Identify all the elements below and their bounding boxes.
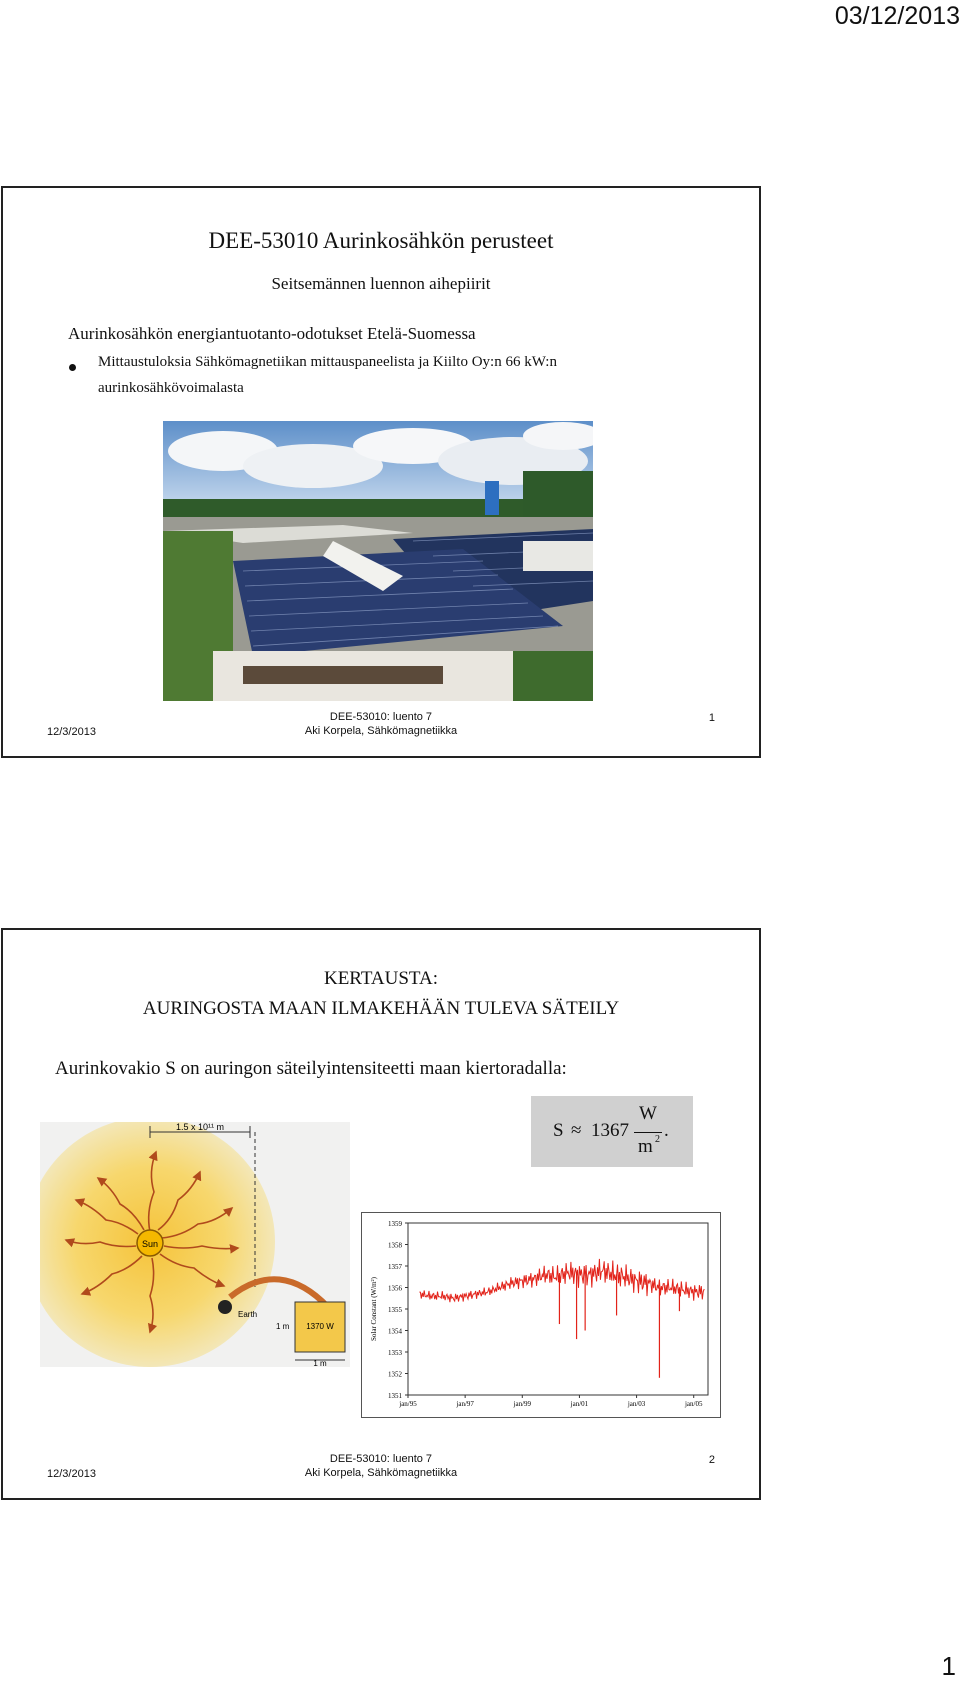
footer-center <box>3 710 759 738</box>
y-tick-label: 1355 <box>388 1306 402 1314</box>
eq-numerator: W <box>639 1103 657 1124</box>
footer-course: DEE-53010: luento 7 <box>329 711 433 723</box>
eq-lhs: S <box>553 1120 564 1141</box>
sun-earth-diagram <box>40 1122 350 1367</box>
sun-label: Sun <box>141 1239 159 1249</box>
footer-slide-number: 1 <box>708 712 715 724</box>
solar-plant-photo <box>163 421 593 701</box>
x-tick-label: jan/05 <box>684 1400 703 1408</box>
power-label: 1370 W <box>306 1322 334 1331</box>
x-tick-label: jan/95 <box>399 1400 417 1408</box>
bullet-text-1: Mittaustuloksia Sähkömagnetiikan mittauspaneelista ja Kiilto Oy:n 66 kW:n <box>98 354 557 370</box>
y-tick-label: 1356 <box>388 1284 402 1293</box>
distance-label: 1.5 x 10¹¹ m <box>175 1122 225 1132</box>
eq-denominator: m <box>638 1136 653 1157</box>
y-axis-label: Solar Constant (W/m²) <box>370 1277 378 1341</box>
slide-2 <box>1 928 761 1500</box>
page-number: 1 <box>941 1651 956 1681</box>
eq-value: 1367 <box>591 1120 629 1141</box>
footer-center <box>3 1452 759 1480</box>
equation-box <box>531 1096 693 1167</box>
footer-course: DEE-53010: luento 7 <box>329 1453 433 1465</box>
chart-svg <box>362 1213 720 1417</box>
y-tick-label: 1359 <box>388 1220 402 1228</box>
footer-date: 12/3/2013 <box>47 726 96 738</box>
x-tick-label: jan/97 <box>456 1400 474 1408</box>
x-tick-label: jan/01 <box>570 1400 589 1408</box>
slide-text: Aurinkovakio S on auringon säteilyintensiteetti maan kiertoradalla: <box>55 1058 567 1079</box>
slide-subtitle: Seitsemännen luennon aihepiirit <box>271 274 491 293</box>
series-line <box>419 1259 704 1302</box>
eq-exponent: 2 <box>655 1134 660 1145</box>
solar-constant-chart <box>361 1212 721 1418</box>
y-tick-label: 1358 <box>388 1241 402 1250</box>
x-tick-label: jan/99 <box>513 1400 532 1408</box>
y-tick-label: 1354 <box>388 1327 402 1336</box>
footer-date: 12/3/2013 <box>47 1468 96 1480</box>
bullet-icon <box>69 364 76 371</box>
bullet-text-2: aurinkosähkövoimalasta <box>98 380 244 396</box>
header-date: 03/12/2013 <box>834 2 960 30</box>
footer-slide-number: 2 <box>708 1454 715 1466</box>
plot-area <box>408 1223 708 1395</box>
slide-title-line2: AURINGOSTA MAAN ILMAKEHÄÄN TULEVA SÄTEILY <box>142 998 620 1019</box>
y-tick-label: 1352 <box>388 1370 402 1379</box>
slide-title: DEE-53010 Aurinkosähkön perusteet <box>208 228 554 253</box>
eq-fraction-bar <box>634 1132 662 1133</box>
slide-1 <box>1 186 761 758</box>
footer-author: Aki Korpela, Sähkömagnetiikka <box>304 1467 458 1479</box>
side-label: 1 m <box>276 1322 290 1331</box>
slide-heading: Aurinkosähkön energiantuotanto-odotukset Etelä-Suomessa <box>68 324 476 343</box>
footer-author: Aki Korpela, Sähkömagnetiikka <box>304 725 458 737</box>
earth-label: Earth <box>238 1310 258 1319</box>
x-tick-label: jan/03 <box>627 1400 646 1408</box>
y-tick-label: 1357 <box>388 1263 402 1271</box>
eq-dot: . <box>664 1120 669 1141</box>
slide-title-line1: KERTAUSTA: <box>323 968 439 989</box>
y-tick-label: 1353 <box>388 1349 402 1357</box>
bottom-label: 1 m <box>313 1359 327 1367</box>
y-tick-label: 1351 <box>388 1392 402 1400</box>
eq-approx: ≈ <box>571 1120 582 1141</box>
